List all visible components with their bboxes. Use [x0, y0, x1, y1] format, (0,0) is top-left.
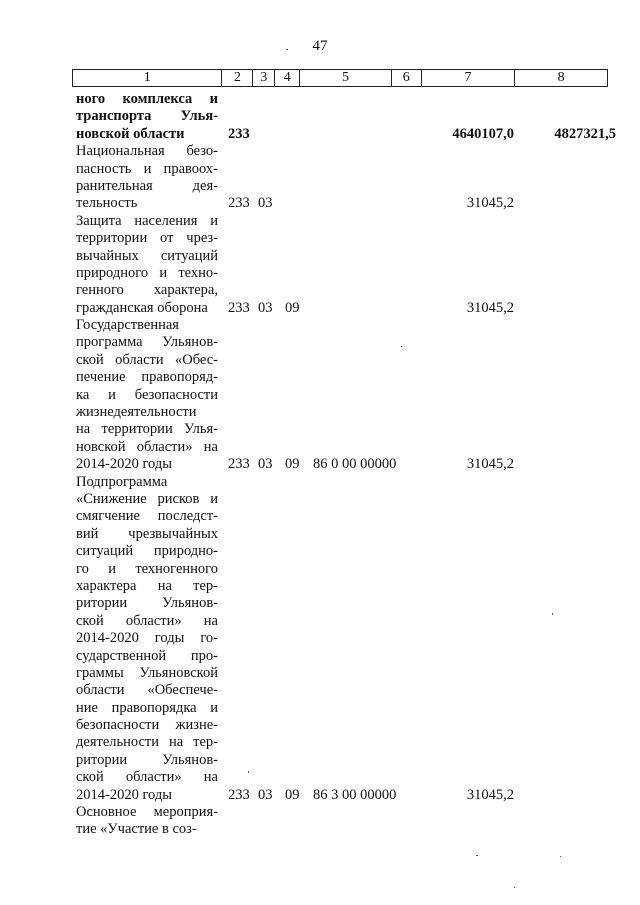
amount-col-7: 31045,2 — [466, 456, 514, 473]
section-code: 03 — [258, 456, 273, 473]
description-line: Государственная — [76, 317, 179, 334]
scan-speck — [248, 771, 249, 773]
table-row — [0, 474, 640, 804]
description-line: транспорта Улья- — [76, 108, 218, 125]
description-line: Основное мероприя- — [76, 804, 218, 821]
row-values — [0, 195, 640, 212]
description-line: 2014-2020 годы — [76, 456, 172, 473]
description-line: 2014-2020 годы го- — [76, 630, 218, 647]
section-code: 03 — [258, 195, 273, 212]
chapter-code: 233 — [228, 125, 250, 142]
description-line: «Снижение рисков и — [76, 490, 218, 507]
col-header-4: 4 — [275, 70, 300, 86]
amount-col-8: 4827321,5 — [554, 125, 616, 142]
amount-col-7: 4640107,0 — [452, 125, 514, 142]
description-line: Защита населения и — [76, 212, 218, 229]
description-line: граммы Ульяновской — [76, 664, 218, 681]
col-header-6: 6 — [392, 70, 422, 86]
scan-speck — [286, 49, 288, 50]
table-row — [0, 143, 640, 213]
amount-col-7: 31045,2 — [466, 786, 514, 803]
description-line: ритории Ульянов- — [76, 751, 218, 768]
description-line: ской области «Обес- — [76, 351, 218, 368]
subsection-code: 09 — [285, 786, 300, 803]
description-line: печение правопоряд- — [76, 369, 218, 386]
scan-speck — [514, 887, 515, 888]
description-line: области «Обеспече- — [76, 682, 218, 699]
section-code: 03 — [258, 786, 273, 803]
col-header-3: 3 — [253, 70, 275, 86]
description-line: го и техногенного — [76, 560, 218, 577]
description-line: жизнедеятельности — [76, 404, 197, 421]
col-header-1: 1 — [73, 70, 222, 86]
subsection-code: 09 — [285, 299, 300, 316]
description-line: безопасности жизне- — [76, 717, 218, 734]
description-line: новской области — [76, 125, 185, 142]
amount-col-7: 31045,2 — [466, 195, 514, 212]
col-header-8: 8 — [557, 70, 565, 85]
section-code: 03 — [258, 299, 273, 316]
target-article-code: 86 3 00 00000 — [313, 786, 397, 803]
row-description — [76, 474, 218, 804]
row-values — [0, 456, 640, 473]
description-line: вий чрезвычайных — [76, 525, 218, 542]
row-values — [0, 300, 640, 317]
description-line: ранительная дея- — [76, 177, 218, 194]
description-line: ного комплекса и — [76, 91, 218, 107]
description-line: ритории Ульянов- — [76, 595, 218, 612]
description-line: новской области» на — [76, 438, 218, 455]
description-line: смягчение последст- — [76, 508, 218, 525]
description-line: тельность — [76, 195, 138, 212]
description-line: на территории Улья- — [76, 421, 218, 438]
description-line: ской области» на — [76, 612, 218, 629]
chapter-code: 233 — [228, 195, 250, 212]
page-number: 47 — [312, 38, 328, 54]
col-header-2: 2 — [222, 70, 253, 86]
description-line: ние правопорядка и — [76, 699, 218, 716]
description-line: сударственной про- — [76, 647, 218, 664]
row-description — [76, 317, 218, 474]
table-row — [0, 91, 640, 143]
description-line: ситуаций природно- — [76, 543, 218, 560]
description-line: вычайных ситуаций — [76, 247, 218, 264]
scan-speck — [476, 855, 478, 856]
description-line: ка и безопасности — [76, 386, 218, 403]
description-line: деятельности на тер- — [76, 734, 218, 751]
table-row — [0, 317, 640, 474]
row-values — [0, 126, 640, 143]
description-line: гражданская оборона — [76, 299, 208, 316]
chapter-code: 233 — [228, 456, 250, 473]
amount-col-7: 31045,2 — [466, 299, 514, 316]
description-line: 2014-2020 годы — [76, 786, 172, 803]
scan-speck — [560, 856, 561, 857]
scan-speck — [552, 613, 553, 615]
row-values — [0, 821, 640, 838]
col-header-7: 7 — [422, 70, 516, 86]
chapter-code: 233 — [228, 299, 250, 316]
description-line: тие «Участие в соз- — [76, 821, 197, 838]
description-line: генного характера, — [76, 282, 218, 299]
description-line: характера на тер- — [76, 577, 218, 594]
description-line: территории от чрез- — [76, 230, 218, 247]
chapter-code: 233 — [228, 786, 250, 803]
table-row — [0, 213, 640, 317]
description-line: Национальная безо- — [76, 143, 218, 160]
description-line: ской области» на — [76, 769, 218, 786]
table-row — [0, 804, 640, 839]
column-number-header — [72, 69, 608, 87]
row-values — [0, 787, 640, 804]
target-article-code: 86 0 00 00000 — [313, 456, 397, 473]
scan-speck — [401, 346, 402, 347]
subsection-code: 09 — [285, 456, 300, 473]
col-header-5: 5 — [300, 70, 392, 86]
description-line: программа Ульянов- — [76, 334, 218, 351]
table-body — [0, 91, 640, 839]
description-line: Подпрограмма — [76, 473, 168, 490]
description-line: природного и техно- — [76, 264, 218, 281]
description-line: пасность и правоох- — [76, 160, 218, 177]
